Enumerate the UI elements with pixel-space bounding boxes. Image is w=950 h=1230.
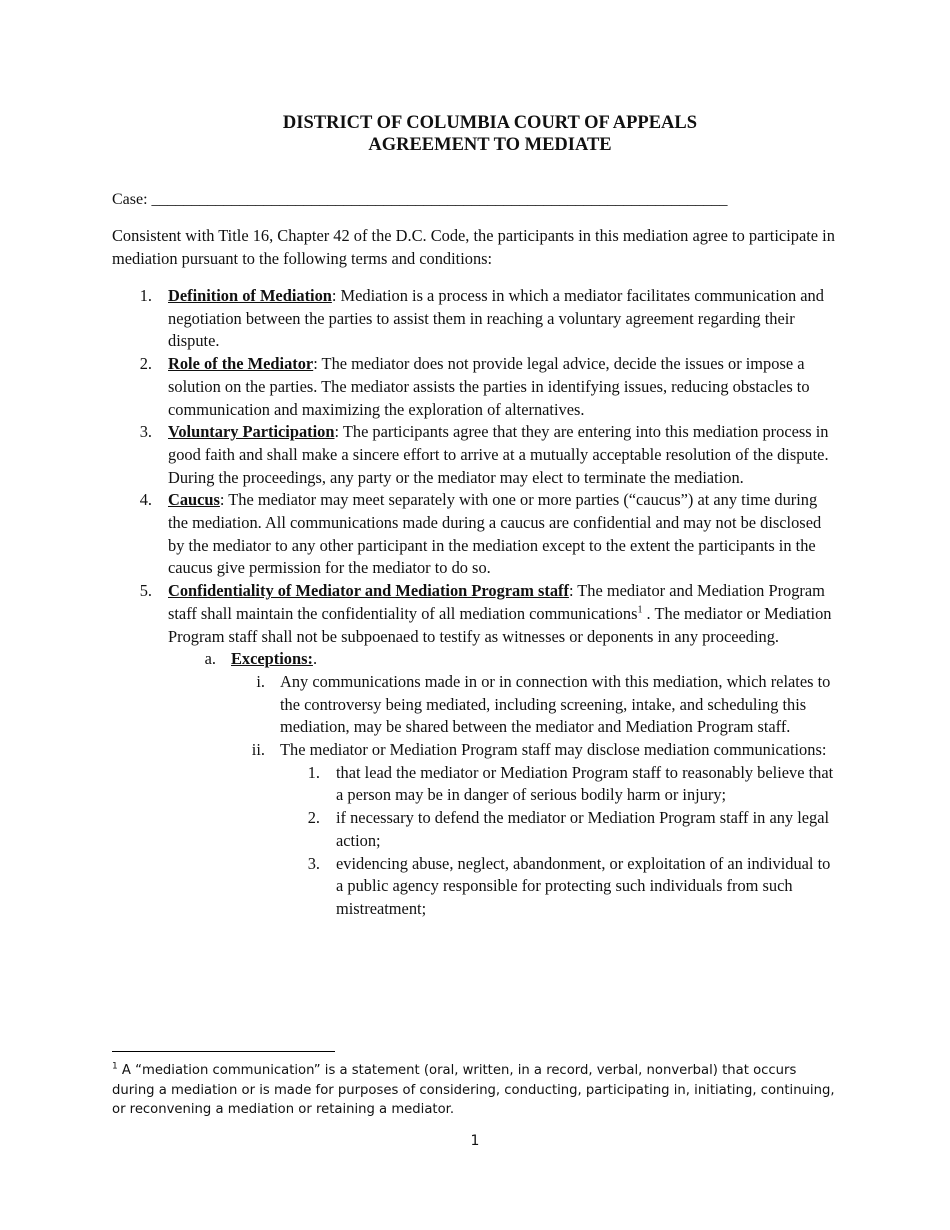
term-item-caucus — [0, 489, 838, 580]
term-text: : The mediator may meet separately with one or more parties (“caucus”) at any time during the mediation. All communications made during a caucus are confidential and may not be disclosed by the mediator to any other participant in the mediation except to the extent the participants in the caucus give permission for the mediator to do so. — [168, 490, 822, 578]
intro-paragraph: Consistent with Title 16, Chapter 42 of the D.C. Code, the participants in this mediation agree to participate in mediation pursuant to the following terms and conditions: — [112, 226, 835, 268]
case-label: Case: — [112, 191, 148, 208]
terms-list — [0, 285, 950, 921]
disclosure-number: 3. — [307, 853, 320, 873]
term-number: 1. — [139, 286, 152, 305]
disclosure-number: 1. — [307, 762, 320, 782]
footnote-separator — [112, 1051, 335, 1052]
term-item-role — [0, 353, 838, 421]
roman-number: ii. — [251, 740, 265, 760]
footnote-text: A “mediation communication” is a statement (oral, written, in a record, verbal, nonverbal) that occurs during a mediation or is made for purposes of considering, conducting, participating in, initiating, continuing, or reconvening a mediation or retaining a mediator. — [112, 1063, 835, 1118]
term-text: : Mediation is a process in which a mediator facilitates communication and negotiation between the parties to assist them in reaching a voluntary agreement regarding their dispute. — [168, 286, 824, 351]
exceptions-period: . — [312, 649, 318, 669]
term-title: Voluntary Participation — [168, 422, 335, 442]
case-blank: ________________________________________________________________________ — [151, 191, 728, 208]
exception-text: The mediator or Mediation Program staff may disclose mediation communications: — [280, 740, 827, 760]
term-number: 4. — [139, 490, 152, 510]
exception-item-disclose — [0, 739, 837, 762]
term-title: Definition of Mediation — [168, 286, 332, 305]
exception-text: Any communications made in or in connection with this mediation, which relates to the controversy being mediated, including screening, intake, and scheduling this mediation, may be shared between the mediator and Mediation Program staff. — [280, 671, 831, 737]
term-number: 2. — [139, 354, 152, 374]
disclosure-number: 2. — [307, 808, 320, 828]
disclosure-text: that lead the mediator or Mediation Program staff to reasonably believe that a person may be in danger of serious bodily harm or injury; — [336, 762, 834, 805]
footnote-reference[interactable]: 1 — [637, 604, 643, 616]
footnote — [112, 1061, 842, 1120]
exceptions-item — [0, 648, 831, 671]
term-title: Confidentiality of Mediator and Mediation Program staff — [168, 581, 569, 601]
term-title: Caucus — [168, 490, 220, 510]
disclosure-item-defend — [0, 807, 839, 852]
case-line — [112, 190, 728, 210]
exception-item-shared — [0, 671, 837, 739]
term-text: : The mediator and Mediation Program staff shall maintain the confidentiality of all mediation communications — [168, 581, 825, 623]
footnote-mark: 1 — [112, 1061, 118, 1072]
term-number: 5. — [139, 581, 152, 601]
roman-number: i. — [256, 671, 265, 691]
term-number: 3. — [139, 422, 152, 442]
term-item-confidentiality — [0, 580, 838, 648]
exceptions-title: Exceptions: — [231, 649, 313, 669]
exceptions-letter: a. — [204, 649, 216, 669]
court-name-heading: DISTRICT OF COLUMBIA COURT OF APPEALS — [282, 113, 698, 133]
term-title: Role of the Mediator — [168, 354, 314, 374]
term-item-definition — [0, 285, 838, 353]
document-title-heading: AGREEMENT TO MEDIATE — [368, 135, 612, 155]
disclosure-item-abuse — [0, 853, 839, 921]
disclosure-text: if necessary to defend the mediator or Mediation Program staff in any legal action; — [336, 808, 830, 850]
term-text: : The participants agree that they are entering into this mediation process in good faith and shall make a sincere effort to arrive at a mutually acceptable resolution of the dispute. During the proceedings, any party or the mediator may elect to terminate the mediation. — [168, 422, 829, 487]
term-text: : The mediator does not provide legal advice, decide the issues or impose a solution on the parties. The mediator assists the parties in identifying issues, reducing obstacles to communication and maximizing the exploration of alternatives. — [168, 354, 810, 419]
page-number: 1 — [470, 1133, 480, 1149]
term-item-voluntary — [0, 421, 838, 489]
term-text-continued: . The mediator or Mediation Program staff shall not be subpoenaed to testify as witnesses or deponents in any proceeding. — [168, 603, 832, 646]
disclosure-text: evidencing abuse, neglect, abandonment, or exploitation of an individual to a public agency responsible for protecting such individuals from such mistreatment; — [336, 853, 831, 918]
disclosure-item-danger — [0, 762, 839, 807]
